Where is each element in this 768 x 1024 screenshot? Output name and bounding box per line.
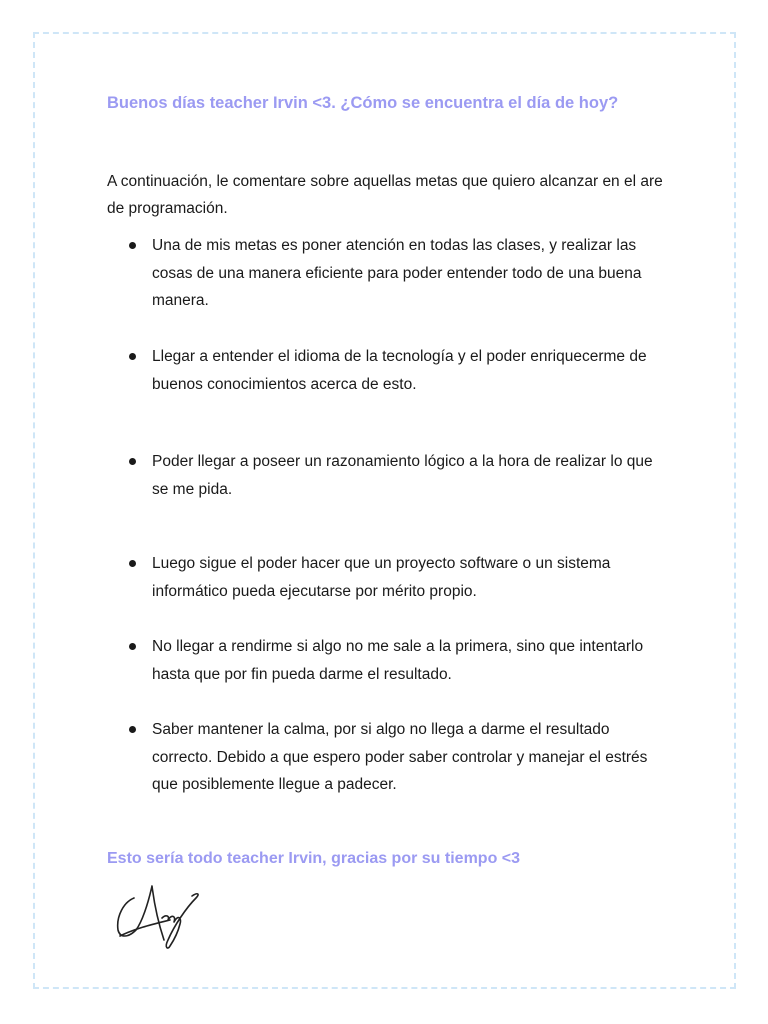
greeting-heading: Buenos días teacher Irvin <3. ¿Cómo se encuentra el día de hoy?: [107, 94, 619, 112]
bullet-dot-icon: [129, 458, 136, 465]
goal-text: Luego sigue el poder hacer que un proyecto software o un sistema informático pueda ejecutarse por mérito propio.: [152, 555, 611, 600]
goal-text: Saber mantener la calma, por si algo no llega a darme el resultado correcto. Debido a que espero poder saber controlar y manejar el estrés que posiblemente llegue a padecer.: [152, 721, 648, 793]
intro-paragraph: A continuación, le comentare sobre aquellas metas que quiero alcanzar en el are de programación.: [107, 173, 663, 217]
bullet-dot-icon: [129, 726, 136, 733]
goal-item: [152, 716, 672, 799]
goal-text: No llegar a rendirme si algo no me sale a la primera, sino que intentarlo hasta que por fin pueda darme el resultado.: [152, 638, 644, 683]
goal-item: [152, 550, 672, 605]
goal-text: Llegar a entender el idioma de la tecnología y el poder enriquecerme de buenos conocimientos acerca de esto.: [152, 348, 647, 393]
goal-item: [152, 343, 672, 398]
goal-item: [152, 232, 672, 315]
goal-item: [152, 448, 672, 503]
bullet-dot-icon: [129, 560, 136, 567]
goal-text: Una de mis metas es poner atención en todas las clases, y realizar las cosas de una manera eficiente para poder entender todo de una buena manera.: [152, 237, 642, 309]
handwritten-signature: [112, 878, 204, 950]
closing-line: Esto sería todo teacher Irvin, gracias por su tiempo <3: [107, 850, 521, 867]
goal-item: [152, 633, 672, 688]
bullet-dot-icon: [129, 242, 136, 249]
goal-text: Poder llegar a poseer un razonamiento lógico a la hora de realizar lo que se me pida.: [152, 453, 653, 498]
bullet-dot-icon: [129, 643, 136, 650]
bullet-dot-icon: [129, 353, 136, 360]
